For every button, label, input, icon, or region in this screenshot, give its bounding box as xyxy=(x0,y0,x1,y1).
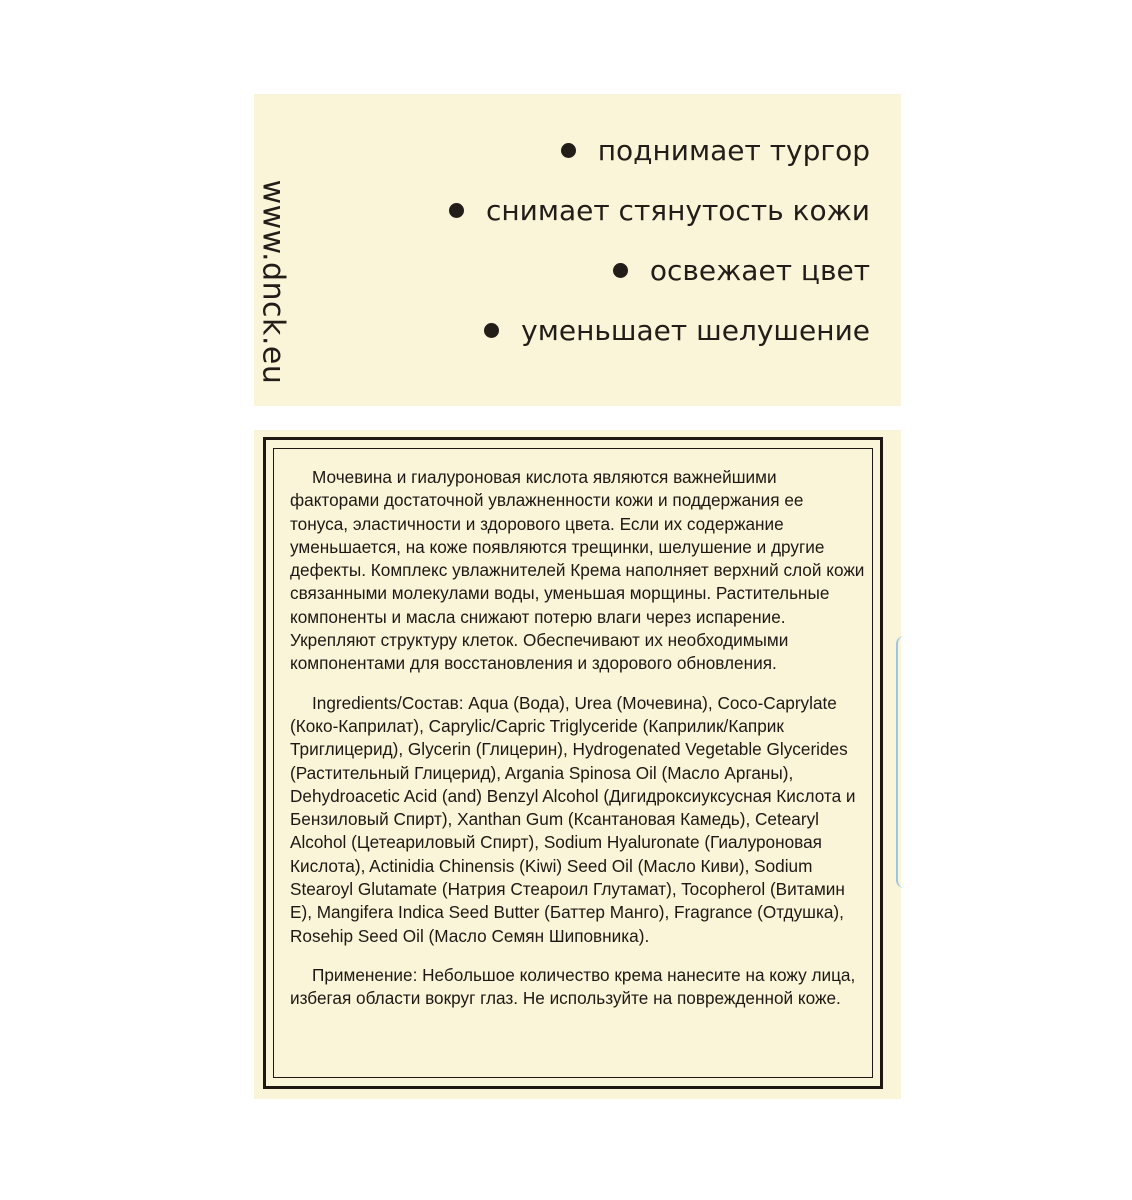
bullet-icon xyxy=(561,143,576,158)
website-url: www.dnck.eu xyxy=(255,179,291,385)
blue-edge-fragment xyxy=(896,636,906,888)
benefit-item xyxy=(370,300,870,360)
label-text-block xyxy=(290,466,866,1027)
benefit-label: поднимает тургор xyxy=(597,133,870,167)
benefit-label: уменьшает шелушение xyxy=(521,313,870,347)
benefit-item xyxy=(370,240,870,300)
bullet-icon xyxy=(613,263,628,278)
description-paragraph: Мочевина и гиалуроновая кислота являются важнейшими факторами достаточной увлажненности кожи и поддержания ее тонуса, эластичности и здорового цвета. Если их содержание уменьшается, на коже появляются трещинки, шелушение и другие дефекты. Комплекс увлажнителей Крема наполняет верхний слой кожи связанными молекулами воды, уменьшая морщины. Растительные компоненты и масла снижают потерю влаги через испарение. Укрепляют структуру клеток. Обеспечивают их необходимыми компонентами для восстановления и здорового обновления. xyxy=(290,467,865,674)
benefit-item xyxy=(370,120,870,180)
benefit-label: освежает цвет xyxy=(649,253,870,287)
benefit-label: снимает стянутость кожи xyxy=(485,193,870,227)
bullet-icon xyxy=(449,203,464,218)
benefits-list xyxy=(370,120,870,360)
ingredients-paragraph: Ingredients/Состав: Aqua (Вода), Urea (Мочевина), Coco-Caprylate (Коко-Каприлат), Caprylic/Capric Triglyceride (Каприлик/Каприк Триглицерид), Glycerin (Глицерин), Hydrogenated Vegetable Glycerides (Растительный Глицерид), Argania Spinosa Oil (Масло Арганы), Dehydroacetic Acid (and) Benzyl Alcohol (Дигидроксиуксусная Кислота и Бензиловый Спирт), Xanthan Gum (Ксантановая Камедь), Cetearyl Alcohol (Цетеариловый Спирт), Sodium Hyaluronate (Гиалуроновая Кислота), Actinidia Chinensis (Kiwi) Seed Oil (Масло Киви), Sodium Stearoyl Glutamate (Натрия Стеароил Глутамат), Tocopherol (Витамин Е), Mangifera Indica Seed Butter (Баттер Манго), Fragrance (Отдушка), Rosehip Seed Oil (Масло Семян Шиповника). xyxy=(290,692,856,946)
benefit-item xyxy=(370,180,870,240)
bullet-icon xyxy=(484,323,499,338)
usage-paragraph: Применение: Небольшое количество крема нанесите на кожу лица, избегая области вокруг глаз. Не используйте на поврежденной коже. xyxy=(290,964,856,1009)
